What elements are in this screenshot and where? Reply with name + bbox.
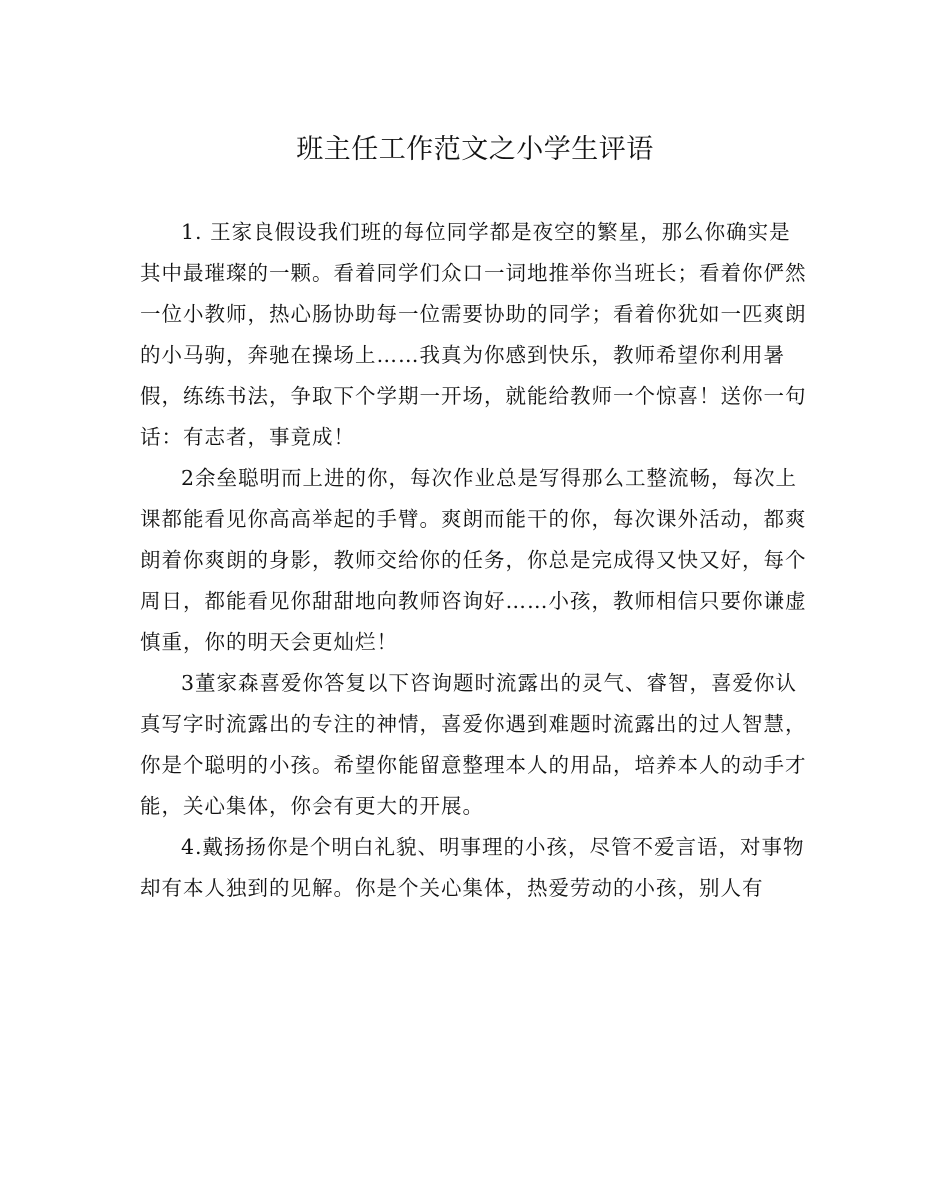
document-body	[140, 212, 810, 909]
paragraph-3: 3董家森喜爱你答复以下咨询题时流露出的灵气、睿智，喜爱你认真写字时流露出的专注的神情，喜爱你遇到难题时流露出的过人智慧，你是个聪明的小孩。希望你能留意整理本人的用品，培养本人的动手才能，关心集体，你会有更大的开展。	[140, 671, 807, 818]
document-title: 班主任工作范文之小学生评语	[296, 134, 654, 165]
paragraph-4: 4.戴扬扬你是个明白礼貌、明事理的小孩，尽管不爱言语，对事物却有本人独到的见解。你是个关心集体，热爱劳动的小孩，别人有	[140, 835, 805, 900]
paragraph-2: 2余垒聪明而上进的你，每次作业总是写得那么工整流畅，每次上课都能看见你高高举起的手臂。爽朗而能干的你，每次课外活动，都爽朗着你爽朗的身影，教师交给你的任务，你总是完成得又快又好，每个周日，都能看见你甜甜地向教师咨询好……小孩，教师相信只要你谦虚慎重，你的明天会更灿烂！	[140, 466, 807, 654]
paragraph-1: 1. 王家良假设我们班的每位同学都是夜空的繁星，那么你确实是其中最璀璨的一颗。看着同学们众口一词地推举你当班长；看着你俨然一位小教师，热心肠协助每一位需要协助的同学；看着你犹如一匹爽朗的小马驹，奔驰在操场上……我真为你感到快乐，教师希望你利用暑假，练练书法，争取下个学期一开场，就能给教师一个惊喜！送你一句话：有志者，事竟成！	[140, 220, 807, 449]
